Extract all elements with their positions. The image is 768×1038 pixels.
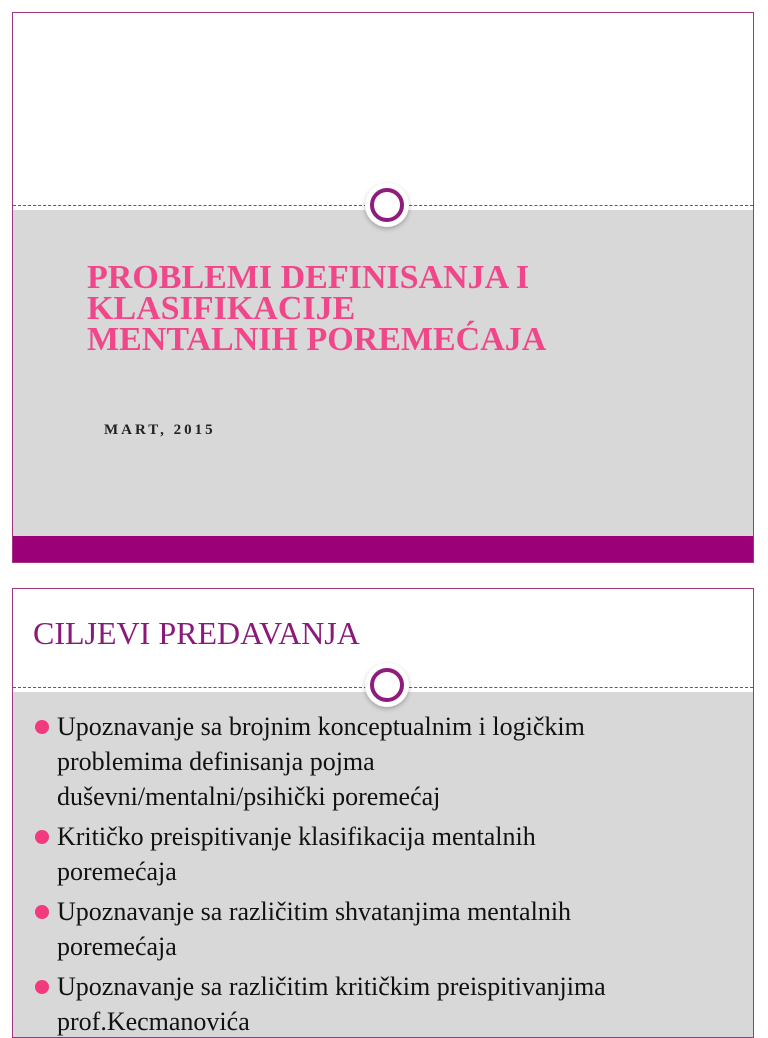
circle-ornament-icon	[370, 188, 404, 222]
title-slide	[12, 12, 754, 563]
bullet-line: Upoznavanje sa brojnim konceptualnim i logičkim	[57, 712, 585, 741]
bullet-dot-icon	[35, 980, 49, 994]
bullet-list	[33, 709, 743, 1038]
title-line: MENTALNIH POREMEĆAJA	[87, 321, 547, 358]
presentation-date: MART, 2015	[104, 422, 216, 438]
bullet-line: poremećaja	[57, 932, 177, 961]
bullet-dot-icon	[35, 905, 49, 919]
bullet-item	[33, 969, 743, 1038]
circle-ornament-icon	[370, 668, 404, 702]
bullet-line: Upoznavanje sa različitim shvatanjima mentalnih	[57, 897, 572, 926]
bullet-line: prof.Kecmanovića	[57, 1007, 250, 1036]
title-line: KLASIFIKACIJE	[87, 290, 356, 327]
bullet-item	[33, 819, 743, 889]
bullet-item	[33, 894, 743, 964]
bullet-line: problemima definisanja pojma	[57, 747, 375, 776]
bullet-line: Upoznavanje sa različitim kritičkim preispitivanjima	[57, 972, 606, 1001]
bullet-line: Kritičko preispitivanje klasifikacija mentalnih	[57, 822, 536, 851]
title-line: PROBLEMI DEFINISANJA I	[87, 259, 530, 296]
presentation-title	[87, 259, 727, 358]
bullet-line: duševni/mentalni/psihički poremećaj	[57, 782, 441, 811]
bullet-line: poremećaja	[57, 857, 177, 886]
slide-title: CILJEVI PREDAVANJA	[33, 615, 360, 651]
goals-slide	[12, 588, 754, 1038]
bullet-item	[33, 709, 743, 814]
bullet-dot-icon	[35, 720, 49, 734]
slide-header-area	[13, 13, 753, 205]
footer-bar	[13, 536, 753, 563]
bullet-dot-icon	[35, 830, 49, 844]
